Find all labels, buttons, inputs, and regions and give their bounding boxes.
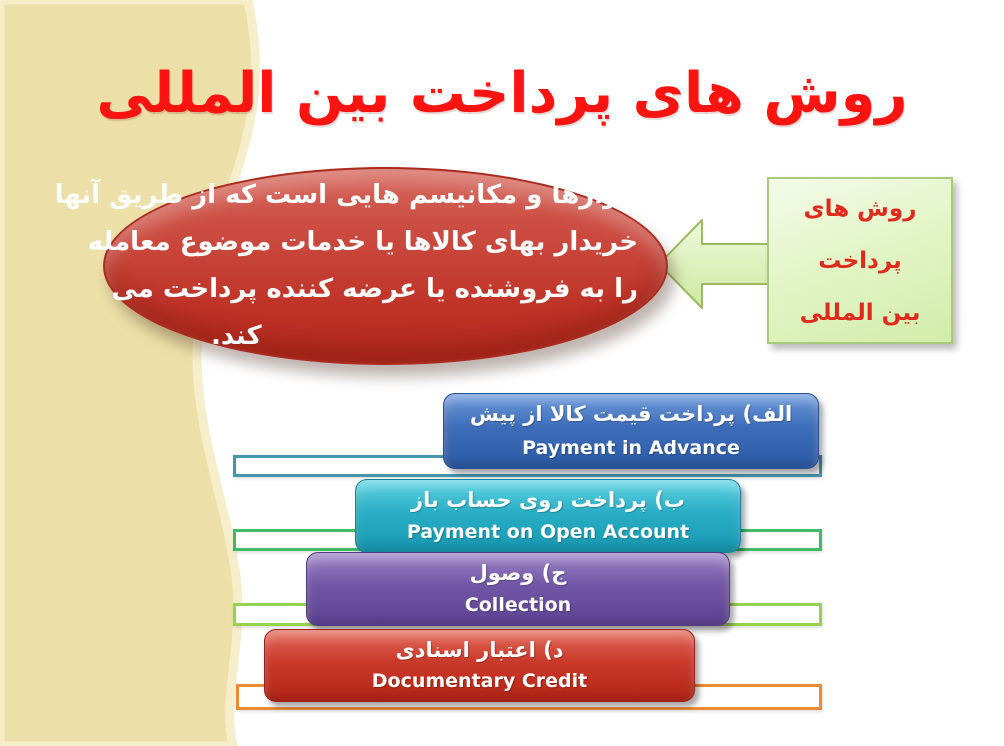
method-bar-open-account [355, 479, 741, 553]
method-label-en: Collection [464, 594, 572, 616]
method-label-fa: الف) پرداخت قیمت کالا از پیش [469, 402, 793, 426]
method-label-en: Payment on Open Account [406, 521, 690, 543]
definition-line: کند. [211, 321, 262, 351]
method-label-en: Documentary Credit [371, 670, 588, 692]
callout-box [767, 177, 953, 344]
callout-line: بین المللی [799, 299, 921, 326]
definition-line: خریدار بهای کالاها یا خدمات موضوع معامله [87, 227, 638, 257]
definition-line: را به فروشنده یا عرضه کننده پرداخت می [111, 274, 638, 304]
method-label-en: Payment in Advance [522, 437, 740, 459]
callout-line: روش های [803, 195, 917, 222]
left-arrow-icon [650, 212, 778, 318]
callout-line: پرداخت [818, 247, 902, 274]
definition-ellipse [54, 167, 668, 365]
page-title: روش های پرداخت بین المللی [96, 61, 908, 126]
definition-line: ابزارها و مکانیسم هایی است که از طریق آنها [54, 180, 638, 210]
method-bar-payment-in-advance [443, 393, 819, 469]
method-label-fa: ب) پرداخت روی حساب باز [411, 488, 685, 512]
method-bar-collection [306, 552, 730, 626]
method-bar-documentary-credit [264, 629, 695, 702]
method-label-fa: د) اعتبار اسنادی [395, 638, 564, 662]
method-label-fa: ج) وصول [469, 561, 567, 585]
